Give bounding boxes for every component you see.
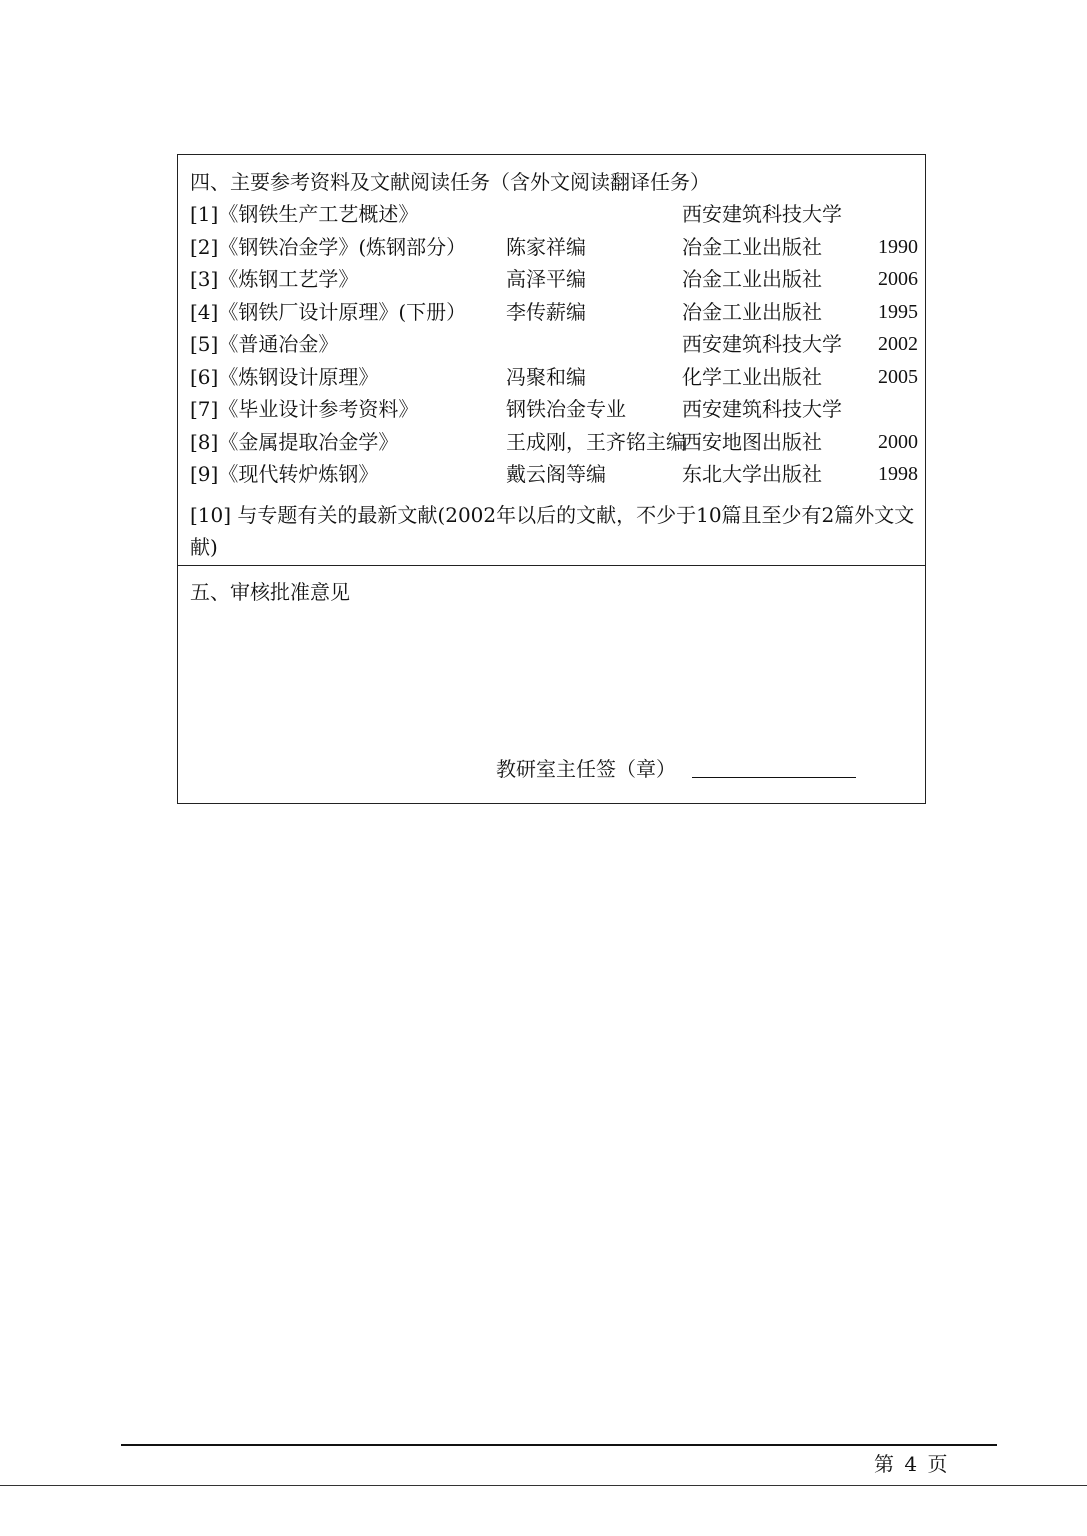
reference-title: [1]《钢铁生产工艺概述》 [190, 202, 419, 226]
section4-heading: 四、主要参考资料及文献阅读任务（含外文阅读翻译任务） [190, 170, 710, 194]
reference-author: 高泽平编 [506, 267, 586, 291]
reference-title: [8]《金属提取冶金学》 [190, 429, 399, 454]
reference-row [178, 299, 925, 331]
reference-title: [4]《钢铁厂设计原理》(下册） [190, 299, 467, 324]
reference-year: 2005 [878, 365, 918, 388]
reference-10: [10] 与专题有关的最新文献(2002年以后的文献，不少于10篇且至少有2篇外文文献) [190, 503, 915, 559]
reference-publisher: 东北大学出版社 [682, 462, 822, 486]
signature-line [692, 777, 856, 778]
reference-title: [7]《毕业设计参考资料》 [190, 397, 419, 421]
reference-publisher: 西安建筑科技大学 [682, 397, 842, 421]
reference-title: [2]《钢铁冶金学》(炼钢部分） [190, 234, 467, 259]
page-number: 第 4 页 [874, 1452, 950, 1476]
reference-row [178, 396, 925, 428]
approval-section [178, 566, 925, 803]
reference-title: [6]《炼钢设计原理》 [190, 364, 379, 389]
reference-author: 李传薪编 [506, 299, 586, 324]
reference-author: 陈家祥编 [506, 234, 586, 259]
reference-author: 钢铁冶金专业 [506, 397, 626, 421]
signature-label: 教研室主任签（章） [496, 757, 676, 781]
section5-heading: 五、审核批准意见 [190, 580, 350, 604]
reference-publisher: 冶金工业出版社 [682, 234, 822, 259]
reference-year: 1990 [878, 235, 918, 258]
reference-year: 2000 [878, 430, 918, 453]
reference-author: 戴云阁等编 [506, 462, 606, 486]
reference-row [178, 266, 925, 298]
reference-author: 冯聚和编 [506, 364, 586, 389]
reference-row [178, 201, 925, 233]
reference-year: 1998 [878, 463, 918, 485]
reference-title: [9]《现代转炉炼钢》 [190, 462, 379, 486]
reference-publisher: 西安地图出版社 [682, 429, 822, 454]
reference-row [178, 234, 925, 266]
reference-publisher: 西安建筑科技大学 [682, 202, 842, 226]
reference-row [178, 429, 925, 461]
references-section [178, 155, 925, 566]
reference-title: [3]《炼钢工艺学》 [190, 267, 359, 291]
reference-publisher: 冶金工业出版社 [682, 299, 822, 324]
reference-row [178, 461, 925, 493]
reference-author: 王成刚，王齐铭主编 [506, 429, 686, 454]
reference-year: 1995 [878, 300, 918, 323]
reference-row [178, 331, 925, 363]
reference-row [178, 364, 925, 396]
reference-publisher: 冶金工业出版社 [682, 267, 822, 291]
page-bottom-rule [0, 1485, 1087, 1486]
reference-publisher: 化学工业出版社 [682, 364, 822, 389]
task-form-table [177, 154, 926, 804]
reference-title: [5]《普通冶金》 [190, 332, 339, 356]
footer-rule [121, 1444, 997, 1446]
reference-year: 2002 [878, 333, 918, 355]
reference-year: 2006 [878, 268, 918, 290]
reference-publisher: 西安建筑科技大学 [682, 332, 842, 356]
